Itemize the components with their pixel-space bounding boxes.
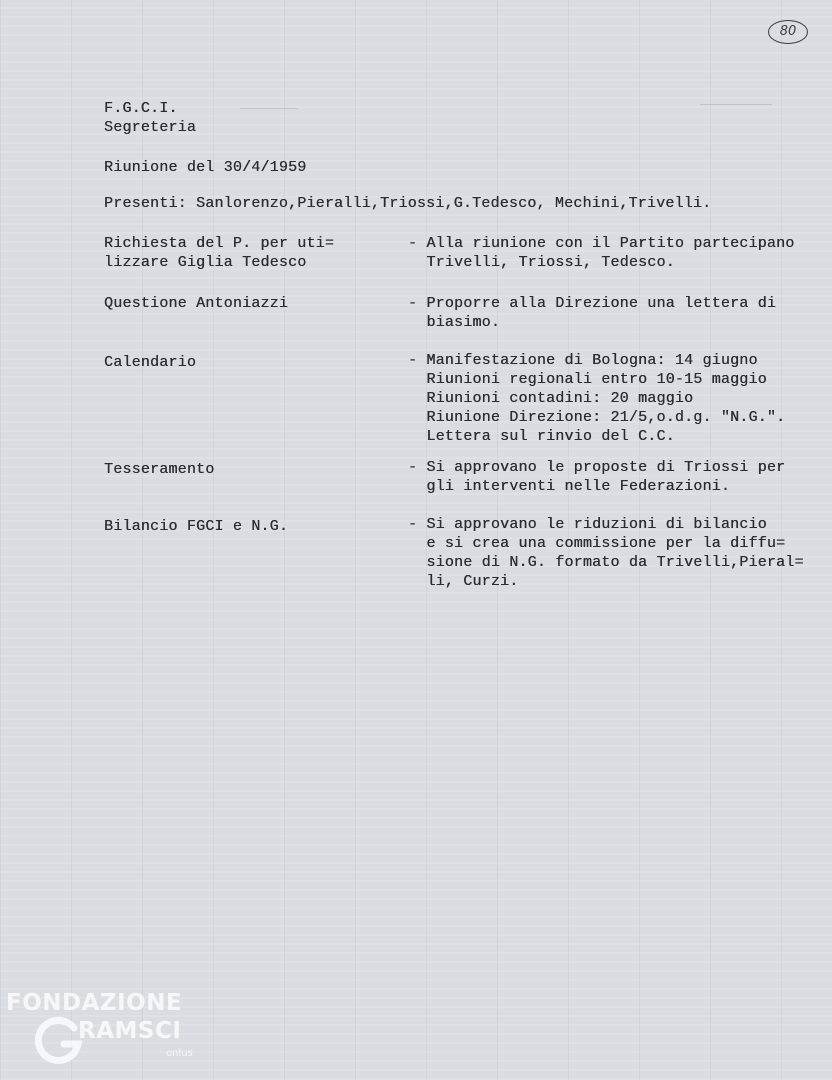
page-number: 80 [779, 24, 797, 39]
meeting-title: Riunione del 30/4/1959 [104, 159, 307, 176]
attendees-line: Presenti: Sanlorenzo,Pieralli,Triossi,G.Tedesco, Mechini,Trivelli. [104, 195, 712, 212]
fondazione-gramsci-watermark [6, 990, 216, 1070]
decision-line: li, Curzi. [408, 573, 519, 590]
decision-line: sione di N.G. formato da Trivelli,Pieral= [408, 554, 804, 571]
faint-rule [700, 104, 772, 105]
topic-line: Calendario [104, 354, 197, 371]
watermark-line3: onlus [166, 1048, 193, 1059]
faint-rule [240, 108, 298, 109]
watermark-line1: FONDAZIONE [6, 990, 183, 1016]
decision-line: e si crea una commissione per la diffu= [408, 535, 786, 552]
decision-line: Riunioni regionali entro 10-15 maggio [408, 371, 767, 388]
decision-line: Trivelli, Triossi, Tedesco. [408, 254, 675, 271]
topic-line: lizzare Giglia Tedesco [104, 254, 307, 271]
header-org: F.G.C.I. [104, 100, 178, 117]
decision-line: - Si approvano le riduzioni di bilancio [408, 516, 767, 533]
decision-line: Lettera sul rinvio del C.C. [408, 428, 675, 445]
decision-line: - Si approvano le proposte di Triossi per [408, 459, 786, 476]
decision-line: - Proporre alla Direzione una lettera di [408, 295, 777, 312]
decision-line: - Alla riunione con il Partito partecipano [408, 235, 795, 252]
decision-line: Riunioni contadini: 20 maggio [408, 390, 694, 407]
topic-line: Tesseramento [104, 461, 215, 478]
topic-line: Questione Antoniazzi [104, 295, 289, 312]
decision-line: Riunione Direzione: 21/5,o.d.g. "N.G.". [408, 409, 786, 426]
decision-line: biasimo. [408, 314, 501, 331]
topic-line: Bilancio FGCI e N.G. [104, 518, 289, 535]
decision-line: gli interventi nelle Federazioni. [408, 478, 731, 495]
header-dept: Segreteria [104, 119, 197, 136]
topic-line: Richiesta del P. per uti= [104, 235, 335, 252]
decision-line: - Manifestazione di Bologna: 14 giugno [408, 352, 758, 369]
watermark-line2: RAMSCI [78, 1018, 182, 1044]
page-number-stamp [768, 20, 808, 44]
